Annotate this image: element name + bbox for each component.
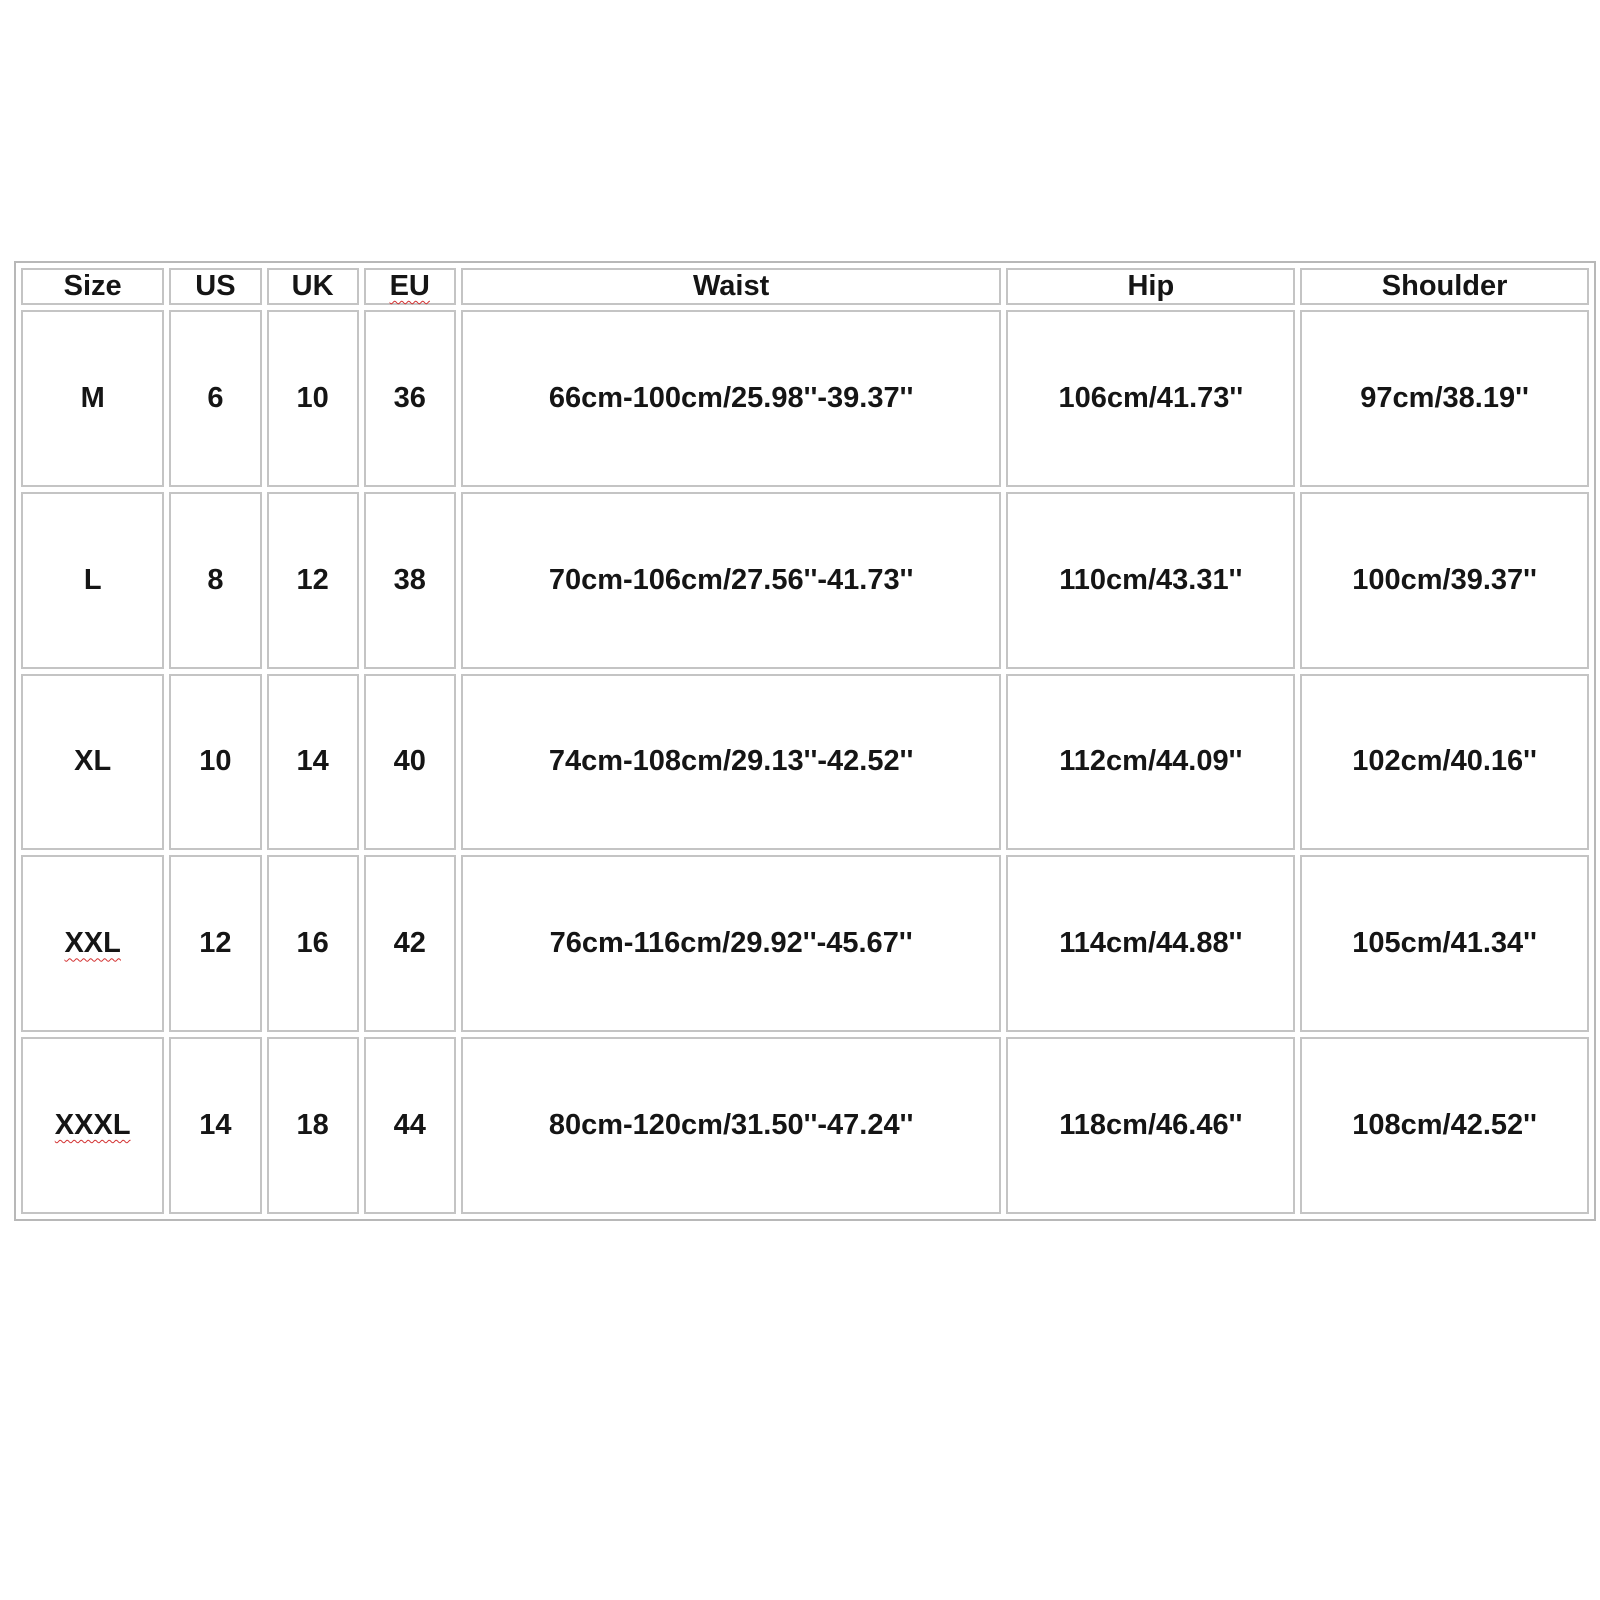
cell-size [21,1037,164,1214]
cell-uk: 12 [267,492,359,669]
cell-size-label: XXXL [54,1109,131,1142]
size-chart-table [14,261,1596,1221]
header-shoulder: Shoulder [1300,268,1589,305]
cell-eu: 42 [364,855,456,1032]
cell-eu: 38 [364,492,456,669]
cell-hip: 112cm/44.09'' [1006,674,1295,851]
cell-shoulder: 97cm/38.19'' [1300,310,1589,487]
cell-size-label: XXL [64,927,121,960]
cell-hip: 114cm/44.88'' [1006,855,1295,1032]
header-size: Size [21,268,164,305]
cell-uk: 16 [267,855,359,1032]
cell-waist: 76cm-116cm/29.92''-45.67'' [461,855,1002,1032]
cell-size: XL [21,674,164,851]
cell-us: 14 [169,1037,261,1214]
cell-eu: 44 [364,1037,456,1214]
cell-shoulder: 100cm/39.37'' [1300,492,1589,669]
header-waist: Waist [461,268,1002,305]
cell-us: 12 [169,855,261,1032]
cell-waist: 74cm-108cm/29.13''-42.52'' [461,674,1002,851]
header-eu-label: EU [389,270,430,302]
table-row [21,1037,1589,1214]
cell-size: M [21,310,164,487]
cell-waist: 66cm-100cm/25.98''-39.37'' [461,310,1002,487]
size-table [16,263,1594,1219]
cell-waist: 80cm-120cm/31.50''-47.24'' [461,1037,1002,1214]
cell-shoulder: 108cm/42.52'' [1300,1037,1589,1214]
cell-uk: 18 [267,1037,359,1214]
header-row [21,268,1589,305]
cell-hip: 110cm/43.31'' [1006,492,1295,669]
cell-shoulder: 102cm/40.16'' [1300,674,1589,851]
header-uk: UK [267,268,359,305]
cell-eu: 36 [364,310,456,487]
cell-hip: 106cm/41.73'' [1006,310,1295,487]
cell-uk: 10 [267,310,359,487]
cell-shoulder: 105cm/41.34'' [1300,855,1589,1032]
cell-size: L [21,492,164,669]
header-us: US [169,268,261,305]
cell-size [21,855,164,1032]
table-row [21,310,1589,487]
cell-us: 10 [169,674,261,851]
cell-us: 8 [169,492,261,669]
table-row [21,855,1589,1032]
cell-us: 6 [169,310,261,487]
cell-eu: 40 [364,674,456,851]
header-eu [364,268,456,305]
cell-hip: 118cm/46.46'' [1006,1037,1295,1214]
table-row [21,674,1589,851]
header-hip: Hip [1006,268,1295,305]
cell-uk: 14 [267,674,359,851]
cell-waist: 70cm-106cm/27.56''-41.73'' [461,492,1002,669]
table-row [21,492,1589,669]
